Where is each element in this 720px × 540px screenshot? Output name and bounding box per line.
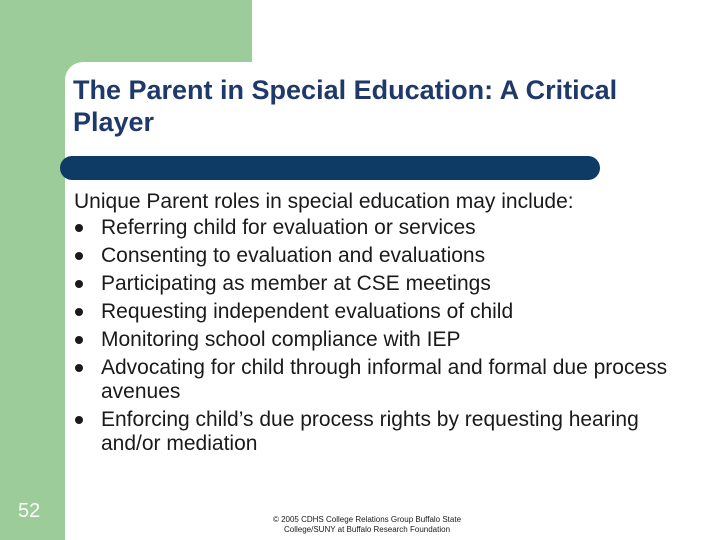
bullet-text: Consenting to evaluation and evaluations xyxy=(101,244,486,267)
bullet-item xyxy=(74,300,684,324)
bullet-item xyxy=(74,328,684,352)
slide-number: 52 xyxy=(18,500,41,522)
bullet-text: Monitoring school compliance with IEP xyxy=(101,328,461,351)
bullet-icon xyxy=(75,252,83,260)
footer-line: © 2005 CDHS College Relations Group Buffalo State xyxy=(272,515,462,524)
slide-title: The Parent in Special Education: A Critical Player xyxy=(73,75,618,137)
bullet-icon xyxy=(75,224,83,232)
bullet-icon xyxy=(75,280,83,288)
title-underline-bar xyxy=(60,156,600,180)
bullet-icon xyxy=(75,308,83,316)
footer-copyright xyxy=(222,515,512,535)
slide-body xyxy=(74,188,684,460)
bullet-text: Advocating for child through informal and formal due process avenues xyxy=(101,356,668,403)
bullet-icon xyxy=(75,364,83,372)
bullet-text: Requesting independent evaluations of child xyxy=(101,300,514,323)
bullet-item xyxy=(74,356,684,404)
footer-line: College/SUNY at Buffalo Research Foundation xyxy=(283,525,451,534)
bullet-text: Participating as member at CSE meetings xyxy=(101,272,491,295)
bullet-item xyxy=(74,244,684,268)
bullet-text: Referring child for evaluation or services xyxy=(101,216,476,239)
bullet-item xyxy=(74,408,684,456)
bullet-icon xyxy=(75,336,83,344)
bullet-item xyxy=(74,216,684,240)
intro-text: Unique Parent roles in special education may include: xyxy=(74,190,574,213)
bullet-icon xyxy=(75,416,83,424)
bullet-text: Enforcing child’s due process rights by requesting hearing and/or mediation xyxy=(101,408,639,455)
bullet-item xyxy=(74,272,684,296)
bullet-list xyxy=(74,216,684,456)
